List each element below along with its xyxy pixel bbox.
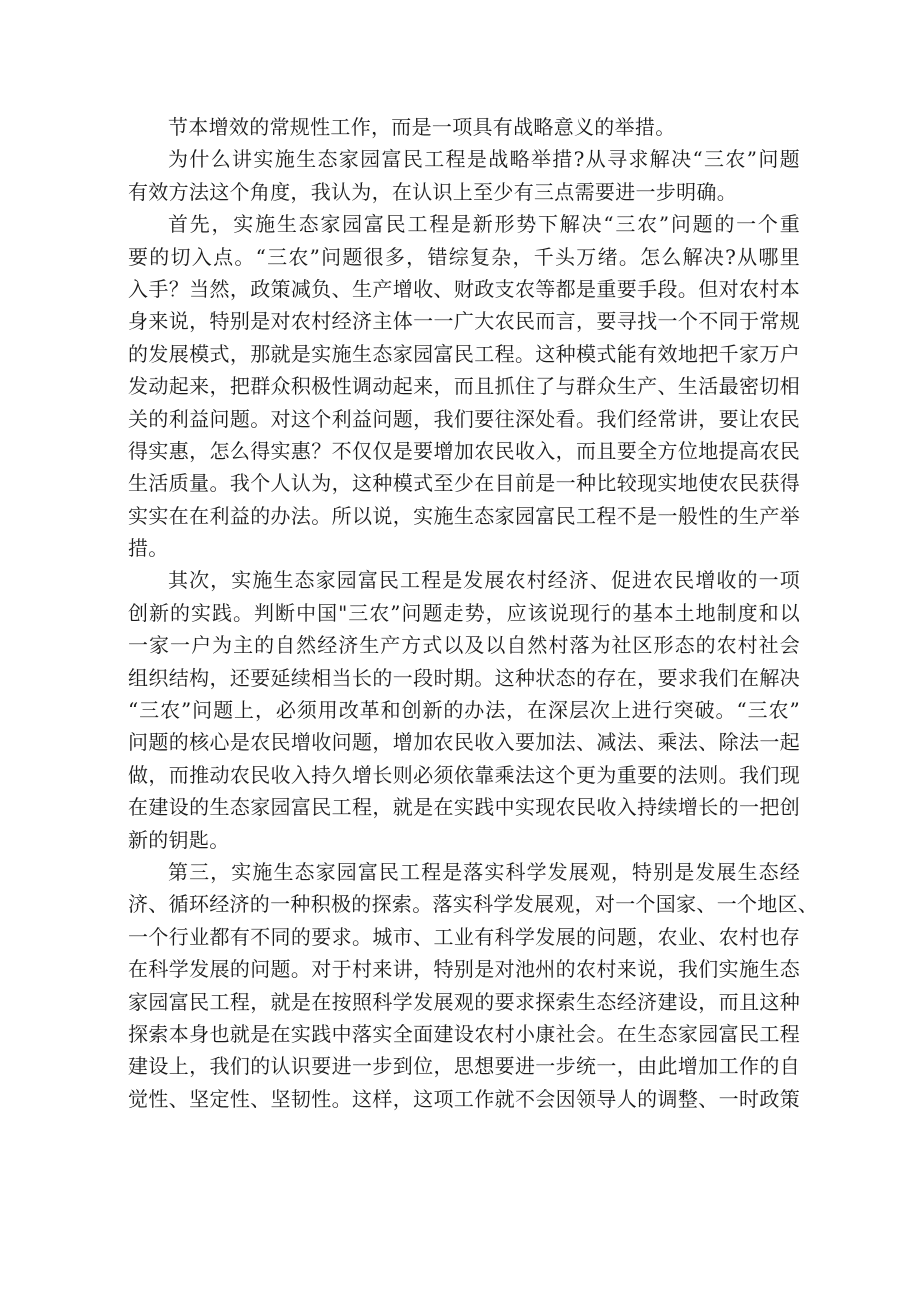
text-line: 探索本身也就是在实践中落实全面建设农村小康社会。在生态家园富民工程	[128, 1021, 800, 1046]
text-line: 发动起来，把群众积极性调动起来，而且抓住了与群众生产、生活最密切相	[128, 374, 800, 399]
text-line: 在建设的生态家园富民工程，就是在实践中实现农民收入持续增长的一把创	[128, 795, 800, 820]
text-line: 入手？当然，政策减负、生产增收、财政支农等都是重要手段。但对农村本	[128, 276, 800, 301]
text-line: 觉性、坚定性、坚韧性。这样，这项工作就不会因领导人的调整、一时政策	[128, 1086, 800, 1111]
text-line: 节本增效的常规性工作，而是一项具有战略意义的举措。	[168, 115, 676, 139]
text-line: 措。	[128, 536, 169, 561]
text-line: 要的切入点。“三农”问题很多，错综复杂，千头万绪。怎么解决?从哪里	[128, 244, 800, 269]
paragraph-1	[128, 111, 800, 143]
text-line: 生活质量。我个人认为，这种模式至少在目前是一种比较现实地使农民获得	[128, 471, 800, 496]
text-line: 建设上，我们的认识要进一步到位，思想要进一步统一，由此增加工作的自	[128, 1054, 800, 1079]
text-line: 济、循环经济的一种积极的探索。落实科学发展观，对一个国家、一个地区、	[128, 892, 819, 917]
paragraph-4	[128, 564, 800, 856]
text-line: 家园富民工程，就是在按照科学发展观的要求探索生态经济建设，而且这种	[128, 989, 800, 1014]
text-line: 身来说，特别是对农村经济主体一一广大农民而言，要寻找一个不同于常规	[128, 309, 800, 334]
text-line: 问题的核心是农民增收问题，增加农民收入要加法、减法、乘法、除法一起	[128, 730, 800, 755]
text-line: 新的钥匙。	[128, 827, 230, 852]
paragraph-5	[128, 856, 819, 1115]
text-line: 一个行业都有不同的要求。城市、工业有科学发展的问题，农业、农村也存	[128, 924, 800, 949]
text-line: 在科学发展的问题。对于村来讲，特别是对池州的农村来说，我们实施生态	[128, 957, 800, 982]
text-line: 第三，实施生态家园富民工程是落实科学发展观，特别是发展生态经	[168, 859, 800, 884]
text-line: 其次，实施生态家园富民工程是发展农村经济、促进农民增收的一项	[168, 568, 800, 593]
text-line: “三农”问题上，必须用改革和创新的办法，在深层次上进行突破。“三农”	[128, 698, 800, 723]
text-line: 做，而推动农民收入持久增长则必须依靠乘法这个更为重要的法则。我们现	[128, 762, 800, 787]
text-line: 实实在在利益的办法。所以说，实施生态家园富民工程不是一般性的生产举	[128, 503, 800, 528]
text-line: 有效方法这个角度，我认为，在认识上至少有三点需要进一步明确。	[128, 179, 737, 204]
paragraph-2	[128, 143, 800, 208]
paragraph-3	[128, 208, 800, 564]
text-line: 为什么讲实施生态家园富民工程是战略举措?从寻求解决“三农”问题	[168, 147, 800, 172]
text-line: 一家一户为主的自然经济生产方式以及以自然村落为社区形态的农村社会	[128, 633, 800, 658]
text-line: 首先，实施生态家园富民工程是新形势下解决“三农”问题的一个重	[168, 212, 800, 237]
text-line: 得实惠，怎么得实惠？不仅仅是要增加农民收入，而且要全方位地提高农民	[128, 438, 800, 463]
text-line: 关的利益问题。对这个利益问题，我们要往深处看。我们经常讲，要让农民	[128, 406, 800, 431]
text-line: 的发展模式，那就是实施生态家园富民工程。这种模式能有效地把千家万户	[128, 341, 800, 366]
document-body	[128, 111, 819, 1115]
text-line: 创新的实践。判断中国"三农”问题走势，应该说现行的基本土地制度和以	[128, 600, 800, 625]
text-line: 组织结构，还要延续相当长的一段时期。这种状态的存在，要求我们在解决	[128, 665, 800, 690]
